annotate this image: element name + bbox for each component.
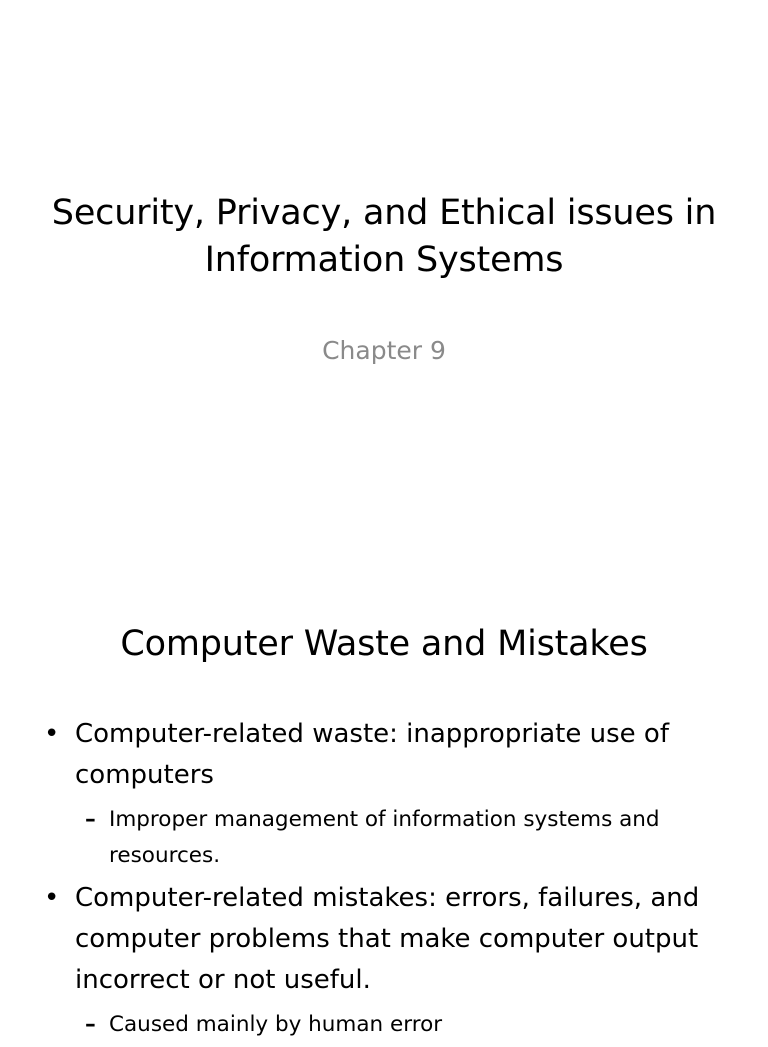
- bullet-marker: •: [44, 719, 60, 749]
- sub-bullet-item: [40, 802, 740, 874]
- sub-bullet-item: [40, 1007, 740, 1043]
- bullet-text: Computer-related waste: inappropriate use of computers: [75, 719, 669, 790]
- slide-title: Computer Waste and Mistakes: [120, 624, 648, 664]
- sub-bullet-marker: –: [85, 1012, 96, 1037]
- slide-subtitle: Chapter 9: [322, 336, 446, 365]
- bullet-item: [40, 878, 740, 1001]
- sub-bullet-marker: –: [85, 807, 96, 832]
- bullet-item: [40, 714, 740, 796]
- slide-title: Security, Privacy, and Ethical issues in Information Systems: [51, 193, 717, 280]
- content-slide: [0, 576, 768, 1037]
- sub-bullet-text: Caused mainly by human error: [109, 1012, 443, 1037]
- bullet-marker: •: [44, 883, 60, 913]
- bullet-list: [40, 714, 740, 1047]
- sub-bullet-text: Improper management of information systems and resources.: [109, 807, 660, 868]
- bullet-text: Computer-related mistakes: errors, failures, and computer problems that make computer output incorrect or not useful.: [75, 883, 700, 995]
